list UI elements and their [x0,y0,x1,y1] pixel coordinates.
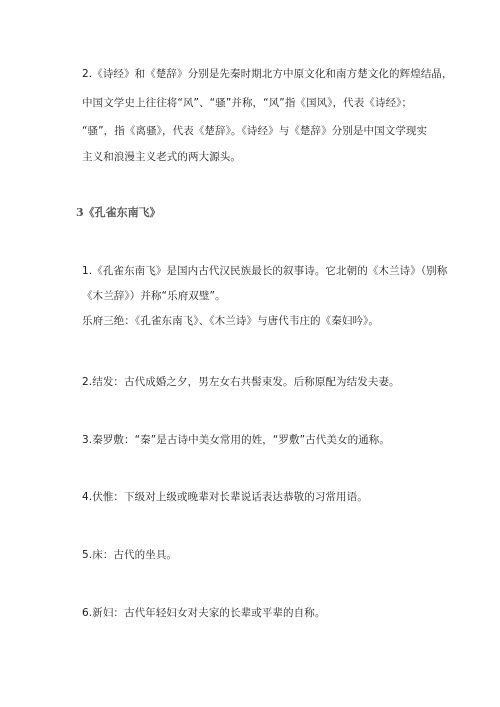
paragraph-line: 主义和浪漫主义老式的两大源头。 [82,151,241,163]
list-item: 《木兰辞》）并称“乐府双璧”。 [82,290,226,302]
list-item: 6.新妇：古代年轻妇女对夫家的长辈或平辈的自称。 [82,607,326,619]
list-item: 3.秦罗敷：“秦”是古诗中美女常用的姓，“罗敷”古代美女的通称。 [82,434,390,446]
list-item: 2.结发：古代成婚之夕，男左女右共髻束发。后称原配为结发夫妻。 [82,376,400,388]
list-item: 4.伏惟：下级对上级或晚辈对长辈说话表达恭敬的习常用语。 [82,491,368,503]
paragraph-line: 中国文学史上往往将“风”、“骚”并称，“风”指《国风》，代表《诗经》； [82,97,413,109]
list-item: 1.《孔雀东南飞》是国内古代汉民族最长的叙事诗。它北朝的《木兰诗》（别称 [82,265,448,277]
section-heading: 3《孔雀东南飞》 [76,206,161,219]
paragraph-line: “骚”，指《离骚》，代表《楚辞》。《诗经》与《楚辞》分别是中国文学现实 [82,125,428,137]
paragraph-line: 2.《诗经》和《楚辞》分别是先秦时期北方中原文化和南方楚文化的辉煌结晶， [82,68,453,80]
list-item: 乐府三绝：《孔雀东南飞》、《木兰诗》与唐代韦庄的《秦妇吟》。 [82,315,379,327]
list-item: 5.床：古代的坐具。 [82,549,178,561]
